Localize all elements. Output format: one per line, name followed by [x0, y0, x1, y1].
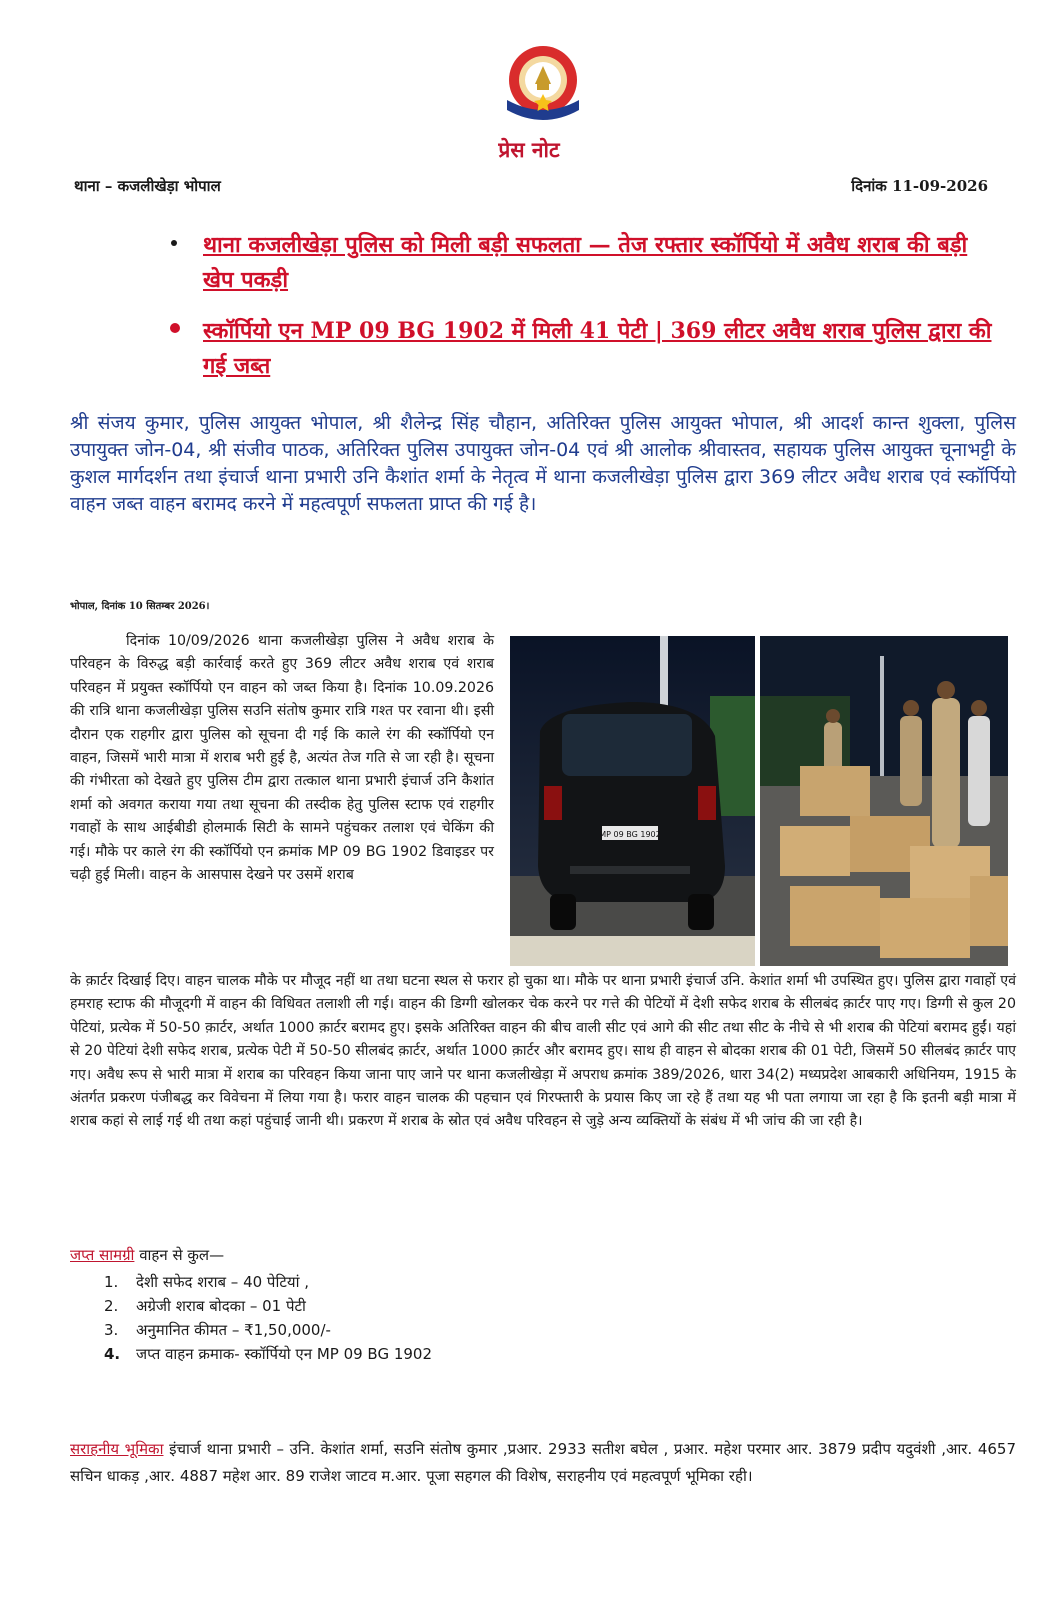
- headline-1: थाना कजलीखेड़ा पुलिस को मिली बड़ी सफलता — तेज रफ्तार स्कॉर्पियो में अवैध शराब की बड़ी खेप पकड़ी: [203, 232, 968, 293]
- list-item-number: 4.: [104, 1345, 121, 1363]
- headline-2: स्कॉर्पियो एन MP 09 BG 1902 में मिली 41 पेटी | 369 लीटर अवैध शराब पुलिस द्वारा की गई जब्त: [203, 318, 992, 379]
- bullet-icon: [171, 240, 177, 246]
- list-item-text: देशी सफेद शराब – 40 पेटियां ,: [136, 1273, 310, 1291]
- list-item-text: जप्त वाहन क्रमाक- स्कॉर्पियो एन MP 09 BG 1902: [136, 1345, 433, 1363]
- commendable-role-label: सराहनीय भूमिका: [70, 1440, 164, 1458]
- list-item: [104, 1342, 432, 1366]
- release-date: दिनांक 11-09-2026: [851, 177, 988, 195]
- intro-paragraph: श्री संजय कुमार, पुलिस आयुक्त भोपाल, श्री शैलेन्द्र सिंह चौहान, अतिरिक्त पुलिस आयुक्त भोपाल, श्री आदर्श कान्त शुक्ला, पुलिस उपायुक्त जोन-04, श्री संजीव पाठक, अतिरिक्त पुलिस उपायुक्त जोन-04 एवं श्री आलोक श्रीवास्तव, सहायक पुलिस आयुक्त चूनाभट्टी के कुशल मार्गदर्शन तथा इंचार्ज थाना प्रभारी उनि कैशांत शर्मा के नेतृत्व में थाना कजलीखेड़ा पुलिस द्वारा 369 लीटर अवैध शराब एवं स्कॉर्पियो वाहन जब्त वाहन बरामद करने में महत्वपूर्ण सफलता प्राप्त की गई है।: [70, 412, 1016, 515]
- bullet-icon: [170, 323, 180, 333]
- list-item: [104, 1270, 432, 1294]
- commendable-role-paragraph: [70, 1436, 1016, 1490]
- seized-items-suffix: वाहन से कुल—: [134, 1246, 225, 1264]
- list-item-text: अग्रेजी शराब बोदका – 01 पेटी: [136, 1297, 306, 1315]
- scorpio-photo-illustration: [510, 636, 755, 966]
- seized-items-heading: [70, 1245, 224, 1265]
- seized-items-label: जप्त सामग्री: [70, 1246, 135, 1264]
- list-item: [104, 1318, 432, 1342]
- body-paragraph-left: [70, 630, 494, 887]
- list-item: [104, 1294, 432, 1318]
- seized-items-list: [104, 1270, 432, 1366]
- photo-scorpio-vehicle: [510, 636, 755, 966]
- commendable-role-text: इंचार्ज थाना प्रभारी – उनि. केशांत शर्मा, सउनि संतोष कुमार ,प्रआर. 2933 सतीश बघेल , प्रआर. महेश परमार आर. 3879 प्रदीप यदुवंशी ,आर. 4657 सचिन धाकड़ ,आर. 4887 महेश आर. 89 राजेश जाटव म.आर. पूजा सहगल की विशेष, सराहनीय एवं महत्वपूर्ण भूमिका रही।: [70, 1440, 1016, 1485]
- body-paragraph-full: के क़ार्टर दिखाई दिए। वाहन चालक मौके पर मौजूद नहीं था तथा घटना स्थल से फरार हो चुका था। मौके पर थाना प्रभारी इंचार्ज उनि. केशांत शर्मा भी उपस्थित हुए। पुलिस द्वारा गवाहों एवं हमराह स्टाफ की मौजूदगी में वाहन की विधिवत तलाशी ली गई। वाहन की डिग्गी खोलकर चेक करने पर गत्ते की पेटियों में देशी सफेद शराब के सीलबंद क़ार्टर पाए गए। डिग्गी से कुल 20 पेटियां, प्रत्येक में 50-50 क़ार्टर, अर्थात 1000 क़ार्टर बरामद हुए। इसके अतिरिक्त वाहन की बीच वाली सीट एवं आगे की सीट तथा सीट के नीचे से भी शराब की पेटियां बरामद हुईं। यहां से 20 पेटियां देशी सफेद शराब, प्रत्येक पेटी में 50-50 सीलबंद क़ार्टर, अर्थात 1000 क़ार्टर और बरामद हुए। साथ ही वाहन से बोदका शराब की 01 पेटी, जिसमें 50 सीलबंद क़ार्टर पाए गए। अवैध रूप से भारी मात्रा में शराब का परिवहन किया जाना पाए जाने पर थाना कजलीखेड़ा में अपराध क्रमांक 389/2026, धारा 34(2) मध्यप्रदेश आबकारी अधिनियम, 1915 के अंतर्गत प्रकरण पंजीबद्ध कर विवेचना में लिया गया है। फरार वाहन चालक की पहचान एवं गिरफ्तारी के प्रयास किए जा रहे हैं तथा यह भी पता लगाया जा रहा है कि इतनी बड़ी मात्रा में शराब कहां से लाई गई थी तथा कहां पहुंचाई जानी थी। प्रकरण में शराब के स्रोत एवं अवैध परिवहन से जुड़े अन्य व्यक्तियों के संबंध में भी जांच की जा रही है।: [70, 973, 1016, 1130]
- list-item-number: 1.: [104, 1273, 119, 1291]
- list-item-number: 3.: [104, 1321, 119, 1339]
- list-item-number: 2.: [104, 1297, 119, 1315]
- number-plate-text: MP 09 BG 1902: [599, 830, 661, 839]
- press-note-title: प्रेस नोट: [498, 137, 560, 162]
- photo-seized-liquor: [760, 636, 1008, 966]
- dateline: भोपाल, दिनांक 10 सितम्बर 2026।: [70, 601, 210, 612]
- seized-liquor-photo-illustration: [760, 636, 1008, 966]
- police-emblem-icon: [499, 40, 587, 128]
- body-text-left: दिनांक 10/09/2026 थाना कजलीखेड़ा पुलिस ने अवैध शराब के परिवहन के विरुद्ध बड़ी कार्रवाई करते हुए 369 लीटर अवैध शराब एवं शराब परिवहन में प्रयुक्त स्कॉर्पियो एन वाहन को जब्त किया है। दिनांक 10.09.2026 की रात्रि थाना कजलीखेड़ा पुलिस सउनि संतोष कुमार रात्रि गश्त पर रवाना थी। इसी दौरान एक राहगीर द्वारा पुलिस को सूचना दी गई कि काले रंग की स्कॉर्पियो एन वाहन, जिसमें भारी मात्रा में शराब भरी हुई है, अत्यंत तेज गति से जा रही है। सूचना की गंभीरता को देखते हुए पुलिस टीम द्वारा तत्काल थाना प्रभारी इंचार्ज उनि कैशांत शर्मा को अवगत कराया गया तथा सूचना की तस्दीक हेतु पुलिस स्टाफ एवं राहगीर गवाहों के साथ आईबीडी होलमार्क सिटी के सामने पहुंचकर तलाश एवं चेकिंग की गई। मौके पर काले रंग की स्कॉर्पियो एन क्रमांक MP 09 BG 1902 डिवाइडर पर चढ़ी हुई मिली। वाहन के आसपास देखने पर उसमें शराब: [70, 633, 494, 884]
- list-item-text: अनुमानित कीमत – ₹1,50,000/-: [136, 1321, 331, 1339]
- police-station-label: थाना – कजलीखेड़ा भोपाल: [74, 177, 221, 195]
